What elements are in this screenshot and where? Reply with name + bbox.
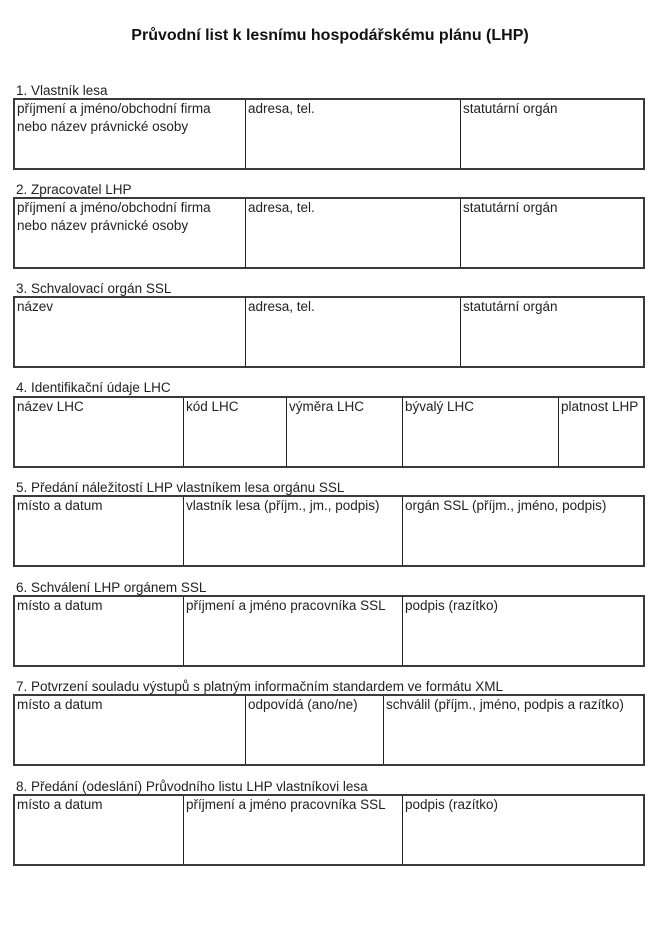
field-processor-address[interactable]	[245, 199, 460, 267]
field-label: adresa, tel.	[248, 299, 315, 314]
section-8-table	[13, 794, 645, 866]
field-label: příjmení a jméno/obchodní firma nebo název právnické osoby	[17, 200, 211, 233]
field-label: adresa, tel.	[248, 101, 315, 116]
field-label: místo a datum	[17, 598, 103, 613]
field-dispatch-worker[interactable]	[183, 796, 402, 864]
section-5-label: 5. Předání náležitostí LHP vlastníkem lesa orgánu SSL	[16, 480, 345, 495]
field-label: statutární orgán	[463, 299, 558, 314]
field-authority-address[interactable]	[245, 298, 460, 366]
field-approval-worker[interactable]	[183, 597, 402, 665]
field-processor-statutory[interactable]	[460, 199, 643, 267]
field-label: místo a datum	[17, 797, 103, 812]
field-approval-place-date[interactable]	[15, 597, 183, 665]
field-lhc-former[interactable]	[402, 398, 558, 466]
section-7-table	[13, 694, 645, 766]
field-label: adresa, tel.	[248, 200, 315, 215]
field-label: bývalý LHC	[405, 399, 475, 414]
document-title: Průvodní list k lesnímu hospodářskému plánu (LHP)	[131, 27, 529, 44]
field-xml-approved-by[interactable]	[383, 696, 643, 764]
section-3-label: 3. Schvalovací orgán SSL	[16, 281, 172, 296]
field-authority-statutory[interactable]	[460, 298, 643, 366]
field-handover-ssl[interactable]	[402, 497, 643, 565]
field-owner-statutory[interactable]	[460, 100, 643, 168]
field-label: statutární orgán	[463, 200, 558, 215]
field-lhc-area[interactable]	[286, 398, 402, 466]
field-xml-compliant[interactable]	[245, 696, 383, 764]
section-3-table	[13, 296, 645, 368]
field-lhc-code[interactable]	[183, 398, 286, 466]
field-processor-name[interactable]	[15, 199, 245, 267]
field-handover-owner[interactable]	[183, 497, 402, 565]
field-label: vlastník lesa (příjm., jm., podpis)	[186, 498, 380, 513]
field-xml-place-date[interactable]	[15, 696, 245, 764]
field-label: podpis (razítko)	[405, 797, 499, 812]
section-6-table	[13, 595, 645, 667]
field-authority-name[interactable]	[15, 298, 245, 366]
section-5-table	[13, 495, 645, 567]
field-label: příjmení a jméno pracovníka SSL	[186, 598, 386, 613]
field-label: místo a datum	[17, 498, 103, 513]
field-label: název	[17, 299, 54, 314]
field-label: schválil (příjm., jméno, podpis a razítko)	[386, 697, 624, 712]
section-7-label: 7. Potvrzení souladu výstupů s platným informačním standardem ve formátu XML	[16, 679, 503, 694]
field-owner-address[interactable]	[245, 100, 460, 168]
field-label: statutární orgán	[463, 101, 558, 116]
field-label: kód LHC	[186, 399, 239, 414]
section-2-table	[13, 197, 645, 269]
field-label: příjmení a jméno pracovníka SSL	[186, 797, 386, 812]
field-label: odpovídá (ano/ne)	[248, 697, 358, 712]
field-lhc-name[interactable]	[15, 398, 183, 466]
field-approval-signature[interactable]	[402, 597, 643, 665]
section-1-table	[13, 98, 645, 170]
section-6-label: 6. Schválení LHP orgánem SSL	[16, 580, 207, 595]
section-2-label: 2. Zpracovatel LHP	[16, 182, 132, 197]
section-4-label: 4. Identifikační údaje LHC	[16, 380, 171, 395]
section-4-table	[13, 396, 645, 468]
field-label: místo a datum	[17, 697, 103, 712]
section-1-label: 1. Vlastník lesa	[16, 83, 108, 98]
field-label: podpis (razítko)	[405, 598, 499, 613]
section-8-label: 8. Předání (odeslání) Průvodního listu LHP vlastníkovi lesa	[16, 779, 368, 794]
field-dispatch-signature[interactable]	[402, 796, 643, 864]
field-dispatch-place-date[interactable]	[15, 796, 183, 864]
field-handover-place-date[interactable]	[15, 497, 183, 565]
field-label: název LHC	[17, 399, 84, 414]
field-label: výměra LHC	[289, 399, 365, 414]
field-owner-name[interactable]	[15, 100, 245, 168]
field-label: příjmení a jméno/obchodní firma nebo název právnické osoby	[17, 101, 211, 134]
field-label: orgán SSL (příjm., jméno, podpis)	[405, 498, 607, 513]
field-lhp-validity[interactable]	[558, 398, 643, 466]
field-label: platnost LHP	[561, 399, 639, 414]
